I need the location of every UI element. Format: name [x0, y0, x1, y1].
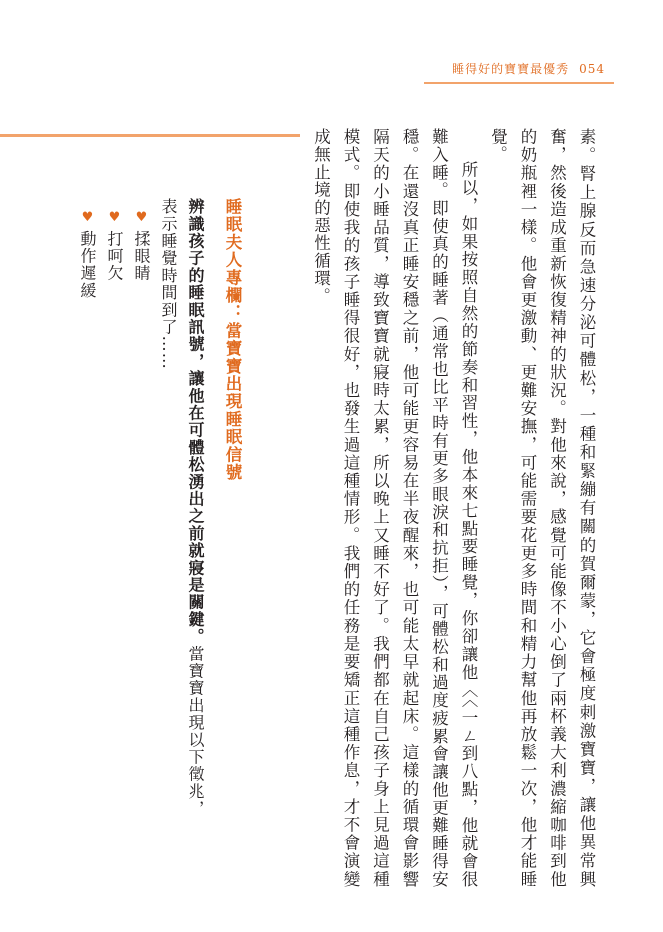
sidebar-lead: 辨識孩子的睡眠訊號，讓他在可體松湧出之前就寢是關鍵。 [186, 198, 205, 646]
sidebar-column [74, 198, 263, 888]
heart-icon: ♥ [107, 210, 122, 227]
sidebar-title: 睡眠夫人專欄：當寶寶出現睡眠信號 [223, 198, 242, 482]
heart-icon: ♥ [80, 210, 95, 227]
sign-list [74, 210, 155, 888]
paragraph-1: 素。腎上腺反而急速分泌可體松，一種和緊繃有關的賀爾蒙，它會極度刺激寶寶，讓他異常興奮，然後造成重新恢復精神的狀況。對他來說，感覺可能像不小心倒了兩杯義大利濃縮咖啡到他的奶瓶裡一樣。他會更激動、更難安撫，可能需要花更多時間和精力幫他再放鬆一次，他才能睡覺。 [488, 128, 596, 888]
sidebar-intro [182, 198, 209, 888]
page-number: 054 [579, 62, 605, 76]
sidebar-rule [0, 134, 300, 137]
heart-icon: ♥ [134, 210, 149, 227]
list-item-label: 揉眼睛 [132, 230, 151, 282]
list-item [74, 210, 101, 888]
list-item [101, 210, 128, 888]
sidebar-intro-cont: 表示睡覺時間到了…… [159, 198, 178, 370]
paragraph-2: 所以，如果按照自然的節奏和習性，他本來七點要睡覺，你卻讓他〈〈一ㄥ到八點，他就會很難入睡。即使真的睡著（通常也比平時有更多眼淚和抗拒），可體松和過度疲累會讓他更難睡得安穩。在還沒真正睡安穩之前，他可能更容易在半夜醒來，也可能太早就起床。這樣的循環會影響隔天的小睡品質，導致寶寶就寢時太累，所以晚上又睡不好了。我們都在自己孩子身上見過這種模式。即使我的孩子睡得很好，也發生過這種情形。我們的任務是要矯正這種作息，才不會演變成無止境的惡性循環。 [311, 128, 478, 888]
list-item-label: 動作遲緩 [78, 230, 97, 300]
sidebar-intro-tail: 當寶寶出現以下徵兆， [186, 645, 205, 818]
list-item [128, 210, 155, 888]
body-text [306, 128, 601, 888]
running-head [452, 60, 605, 77]
book-title: 睡得好的寶寶最優秀 [452, 62, 570, 76]
header-rule [424, 82, 614, 84]
list-item-label: 打呵欠 [105, 230, 124, 282]
